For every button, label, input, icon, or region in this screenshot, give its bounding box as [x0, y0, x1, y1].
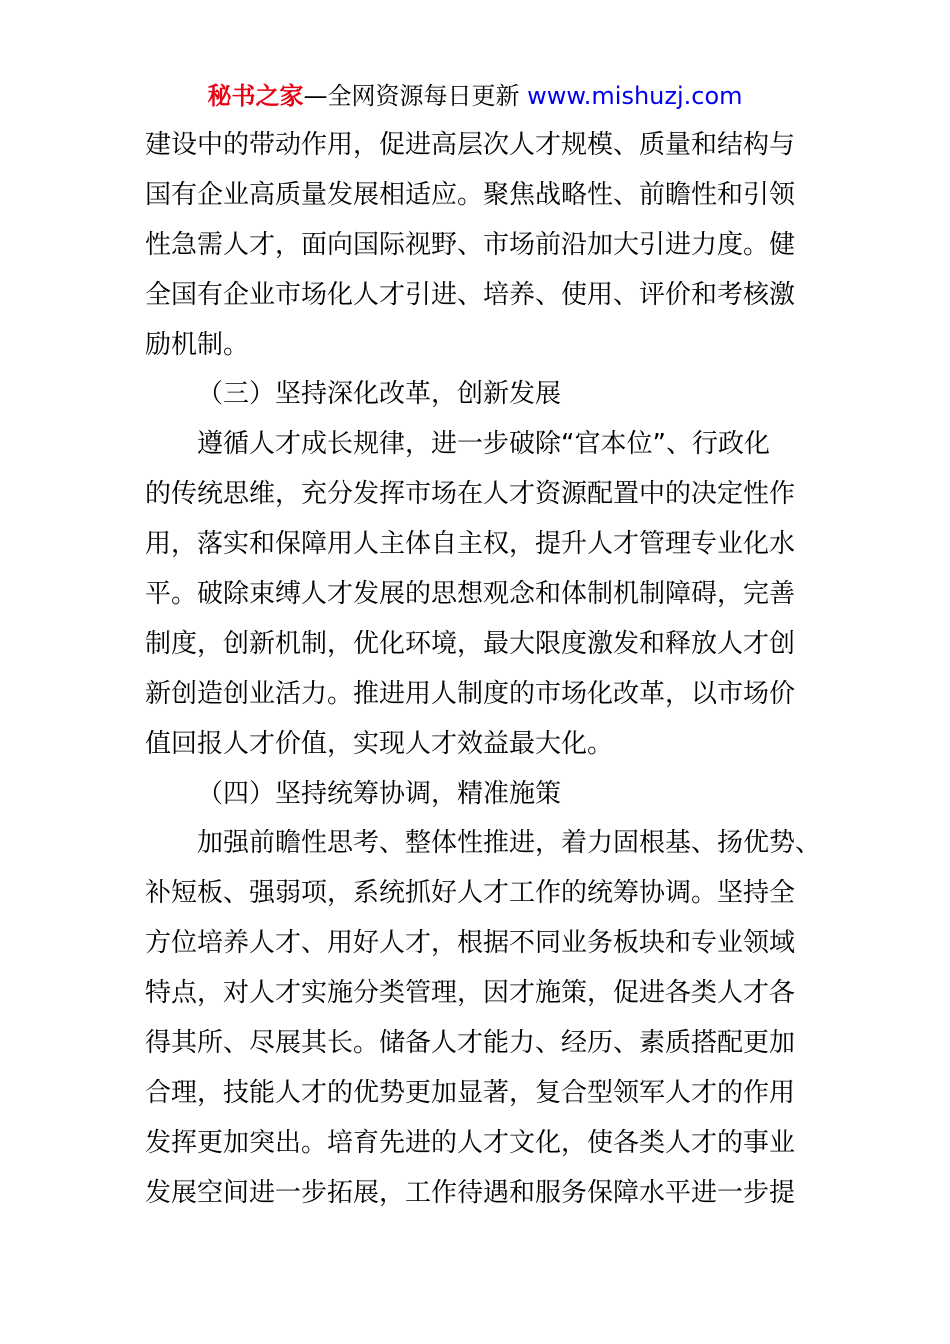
text-line: 加强前瞻性思考、整体性推进，着力固根基、扬优势、	[197, 828, 822, 859]
section-heading-3: （三）坚持深化改革，创新发展	[197, 379, 562, 410]
text-line: 励机制。	[145, 329, 250, 360]
document-body	[145, 121, 822, 1219]
text-line: 特点，对人才实施分类管理，因才施策，促进各类人才各	[145, 978, 796, 1009]
text-line: 制度，创新机制，优化环境，最大限度激发和释放人才创	[145, 628, 796, 659]
site-header	[0, 80, 950, 112]
section-heading-4: （四）坚持统筹协调，精准施策	[197, 778, 562, 809]
site-tagline: —全网资源每日更新	[303, 82, 528, 110]
text-line: 新创造创业活力。推进用人制度的市场化改革，以市场价	[145, 678, 796, 709]
text-line: 国有企业高质量发展相适应。聚焦战略性、前瞻性和引领	[145, 179, 796, 210]
text-line: 发挥更加突出。培育先进的人才文化，使各类人才的事业	[145, 1127, 796, 1158]
text-line: 合理，技能人才的优势更加显著，复合型领军人才的作用	[145, 1077, 796, 1108]
text-line: 发展空间进一步拓展，工作待遇和服务保障水平进一步提	[145, 1177, 796, 1208]
text-line: 方位培养人才、用好人才，根据不同业务板块和专业领域	[145, 928, 796, 959]
text-line: 遵循人才成长规律，进一步破除“官本位”、行政化	[197, 429, 770, 460]
text-line: 得其所、尽展其长。储备人才能力、经历、素质搭配更加	[145, 1028, 796, 1059]
site-url-link[interactable]: www.mishuzj.com	[527, 82, 743, 110]
text-line: 性急需人才，面向国际视野、市场前沿加大引进力度。健	[145, 229, 796, 260]
text-line: 建设中的带动作用，促进高层次人才规模、质量和结构与	[145, 130, 796, 160]
site-brand: 秘书之家	[207, 82, 304, 110]
text-line: 的传统思维，充分发挥市场在人才资源配置中的决定性作	[145, 479, 796, 510]
text-line: 用，落实和保障用人主体自主权，提升人才管理专业化水	[145, 529, 796, 560]
text-line: 补短板、强弱项，系统抓好人才工作的统筹协调。坚持全	[145, 878, 796, 909]
text-line: 平。破除束缚人才发展的思想观念和体制机制障碍，完善	[145, 579, 796, 610]
text-line: 全国有企业市场化人才引进、培养、使用、评价和考核激	[145, 279, 796, 310]
text-line: 值回报人才价值，实现人才效益最大化。	[145, 728, 614, 759]
